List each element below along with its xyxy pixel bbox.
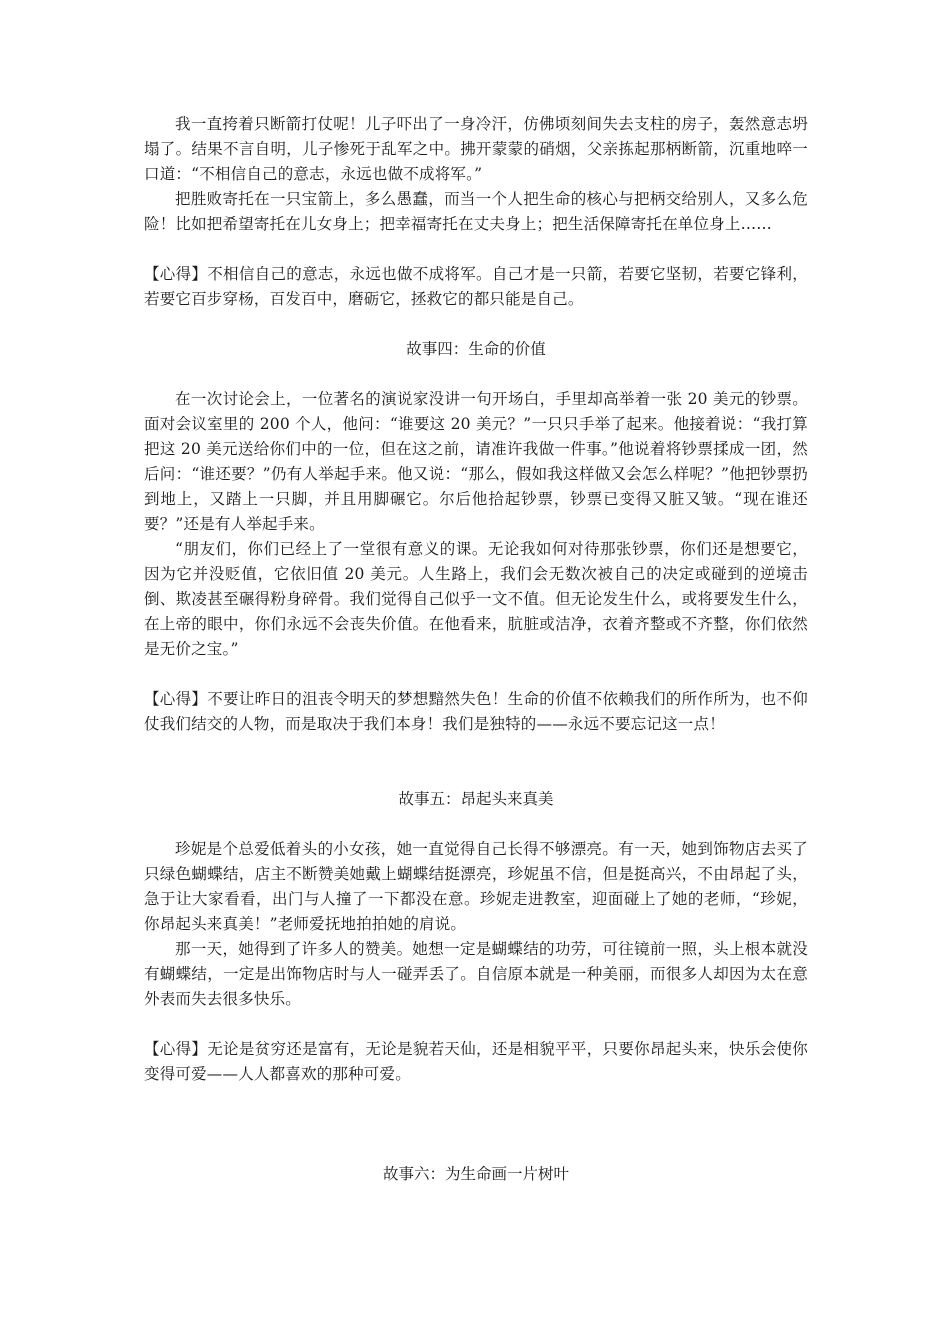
story5-insight: 【心得】无论是贫穷还是富有，无论是貌若天仙，还是相貌平平，只要你昂起头来，快乐会使你变得可爱——人人都喜欢的那种可爱。 — [144, 1040, 808, 1083]
spacer — [144, 812, 808, 837]
story6-title: 故事六：为生命画一片树叶 — [382, 1165, 569, 1183]
story3-paragraph-1: 我一直挎着只断箭打仗呢！儿子吓出了一身冷汗，仿佛顷刻间失去支柱的房子，轰然意志坍塌了。结果不言自明，儿子惨死于乱军之中。拂开蒙蒙的硝烟，父亲拣起那柄断箭，沉重地啐一口道：“不相信自己的意志，永远也做不成将军。” — [144, 115, 808, 183]
spacer — [144, 662, 808, 687]
spacer — [144, 312, 808, 337]
story3-paragraph-2: 把胜败寄托在一只宝箭上，多么愚蠢，而当一个人把生命的核心与把柄交给别人，又多么危险！比如把希望寄托在儿女身上；把幸福寄托在丈夫身上；把生活保障寄托在单位身上…… — [144, 190, 808, 233]
story3-insight: 【心得】不相信自己的意志，永远也做不成将军。自己才是一只箭，若要它坚韧，若要它锋利，若要它百步穿杨，百发百中，磨砺它，拯救它的都只能是自己。 — [144, 265, 808, 308]
story5-paragraph-1: 珍妮是个总爱低着头的小女孩，她一直觉得自己长得不够漂亮。有一天，她到饰物店去买了只绿色蝴蝶结，店主不断赞美她戴上蝴蝶结挺漂亮，珍妮虽不信，但是挺高兴，不由昂起了头，急于让大家看看，出门与人撞了一下都没在意。珍妮走进教室，迎面碰上了她的老师，“珍妮，你昂起头来真美！”老师爱抚地拍拍她的肩说。 — [144, 840, 808, 933]
spacer — [144, 362, 808, 387]
spacer — [144, 1087, 808, 1162]
spacer — [144, 737, 808, 787]
story4-paragraph-1: 在一次讨论会上，一位著名的演说家没讲一句开场白，手里却高举着一张 20 美元的钞票。面对会议室里的 200 个人，他问：“谁要这 20 美元？”一只只手举了起来。他接着说：“我打算把这 20 美元送给你们中的一位，但在这之前，请准许我做一件事。”他说着将钞票揉成一团，然后问：“谁还要？”仍有人举起手来。他又说：“那么，假如我这样做又会怎么样呢？”他把钞票扔到地上，又踏上一只脚，并且用脚碾它。尔后他拾起钞票，钞票已变得又脏又皱。“现在谁还要？”还是有人举起手来。 — [144, 390, 808, 533]
spacer — [144, 237, 808, 262]
story4-insight: 【心得】不要让昨日的沮丧令明天的梦想黯然失色！生命的价值不依赖我们的所作所为，也不仰仗我们结交的人物，而是取决于我们本身！我们是独特的——永远不要忘记这一点！ — [144, 690, 808, 733]
story5-paragraph-2: 那一天，她得到了许多人的赞美。她想一定是蝴蝶结的功劳，可往镜前一照，头上根本就没有蝴蝶结，一定是出饰物店时与人一碰弄丢了。自信原本就是一种美丽，而很多人却因为太在意外表而失去很多快乐。 — [144, 940, 808, 1008]
spacer — [144, 1012, 808, 1037]
story4-paragraph-2: “朋友们，你们已经上了一堂很有意义的课。无论我如何对待那张钞票，你们还是想要它，因为它并没贬值，它依旧值 20 美元。人生路上，我们会无数次被自己的决定或碰到的逆境击倒、欺凌甚至碾得粉身碎骨。我们觉得自己似乎一文不值。但无论发生什么，或将要发生什么，在上帝的眼中，你们永远不会丧失价值。在他看来，肮脏或洁净，衣着齐整或不齐整，你们依然是无价之宝。” — [144, 540, 808, 658]
story5-title: 故事五：昂起头来真美 — [398, 790, 554, 808]
document-page — [144, 112, 808, 1187]
story4-title: 故事四：生命的价值 — [406, 340, 546, 358]
